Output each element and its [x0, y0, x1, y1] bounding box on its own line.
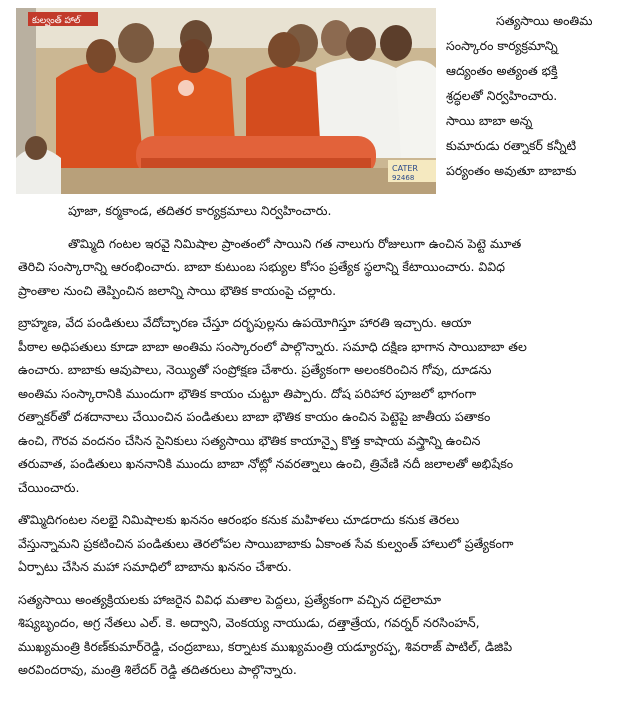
body-line: రత్నాకర్‌తో దశదానాలు చేయించిన పండితులు బాబా భౌతిక కాయం ఉంచిన పెట్టెపై జాతీయ పతాకం	[18, 409, 491, 424]
body-line: తరువాత, పండితులు ఖననానికి ముందు బాబా నోట్లో నవరత్నాలు ఉంచి, త్రివేణి నదీ జలాలతో అభిషేకం	[18, 456, 514, 471]
body-line: ఏర్పాటు చేసిన మహా సమాధిలో బాబాను ఖననం చేశారు.	[18, 559, 292, 574]
side-paragraph	[446, 8, 626, 183]
article-body	[18, 199, 623, 682]
body-line: తెరిచి సంస్కారాన్ని ఆరంభించారు. బాబా కుటుంబ సభ్యుల కోసం ప్రత్యేక స్థలాన్ని కేటాయించారు. వివిధ	[18, 259, 505, 274]
side-line: సత్యసాయి అంతిమ	[496, 13, 593, 28]
body-line: అరవిందరావు, మంత్రి శిలేదర్ రెడ్డి తదితరులు పాల్గొన్నారు.	[18, 662, 297, 677]
side-line: ఆద్యంతం అత్యంత భక్తి	[446, 63, 558, 78]
photo-caption-number: 92468	[392, 174, 415, 182]
body-line: చేయించారు.	[18, 479, 80, 495]
side-line: పర్యంతం అవుతూ బాబాకు	[446, 163, 577, 178]
photo-caption-right: CATER	[392, 164, 418, 173]
photo-caption-top-left: కుల్వంత్ హాల్	[32, 16, 81, 26]
body-line: తొమ్మిదిగంటల నలభై నిమిషాలకు ఖననం ఆరంభం కనుక మహిళలు చూడరాదు కనుక తెరలు	[18, 512, 460, 527]
body-line: వేస్తున్నామని ప్రకటించిన పండితులు తెరలోపల సాయిబాబాకు ఏకాంత సేవ కుల్వంత్ హాలులో ప్రత్యేకంగా	[18, 535, 514, 551]
body-line: ఉంచారు. బాబాకు ఆవుపాలు, నెయ్యితో సంప్రోక్షణ చేశారు. ప్రత్యేకంగా అలంకరించిన గోవు, దూడను	[18, 362, 492, 377]
body-line: శిష్యబృందం, అగ్ర నేతలు ఎల్. కె. అద్వాని, వెంకయ్య నాయుడు, దత్తాత్రేయ, గవర్నర్ నరసింహన్,	[18, 615, 480, 630]
body-line: బ్రాహ్మణ, వేద పండితులు వేదోచ్ఛారణ చేస్తూ దర్భపుల్లను ఉపయోగిస్తూ హారతి ఇచ్చారు. ఆయా	[18, 315, 472, 330]
body-line: సత్యసాయి అంత్యక్రియలకు హాజరైన వివిధ మతాల పెద్దలు, ప్రత్యేకంగా వచ్చిన దలైలామా	[18, 591, 441, 607]
body-line: తొమ్మిది గంటల ఇరవై నిమిషాల ప్రాంతంలో సాయిని గత నాలుగు రోజులుగా ఉంచిన పెట్టె మూత	[68, 235, 522, 251]
side-line: శ్రద్ధలతో నిర్వహించారు.	[446, 88, 558, 103]
body-line: ప్రాంతాల నుంచి తెప్పించిన జలాన్ని సాయి భౌతిక కాయంపై చల్లారు.	[18, 282, 337, 298]
news-photo-graphic	[16, 8, 436, 194]
news-photo	[16, 8, 436, 194]
side-line: సాయి బాబా అన్న	[446, 113, 533, 128]
body-line: పూజా, కర్మకాండ, తదితర కార్యక్రమాలు నిర్వహించారు.	[68, 203, 332, 218]
body-line: ముఖ్యమంత్రి కిరణ్‌కుమార్‌రెడ్డి, చంద్రబాబు, కర్నాటక ముఖ్యమంత్రి యడ్యూరప్ప, శివరాజ్ పాటిల్, డిజిపి	[18, 638, 513, 654]
body-line: ఉంచి, గౌరవ వందనం చేసిన సైనికులు సత్యసాయి భౌతిక కాయాన్పై కొత్త కాషాయ వస్త్రాన్ని ఉంచిన	[18, 432, 481, 448]
side-line: సంస్కారం కార్యక్రమాన్ని	[446, 38, 558, 53]
side-line: కుమారుడు రత్నాకర్ కన్నీటి	[446, 138, 577, 153]
body-line: పీఠాల అధిపతులు కూడా బాబా అంతిమ సంస్కారంలో పాల్గొన్నారు. సమాధి దక్షిణ భాగాన సాయిబాబా తల	[18, 338, 527, 354]
body-line: అంతిమ సంస్కారానికి ముందుగా భౌతిక కాయం చుట్టూ తిప్పారు. దోష పరిహార పూజలో భాగంగా	[18, 385, 477, 401]
